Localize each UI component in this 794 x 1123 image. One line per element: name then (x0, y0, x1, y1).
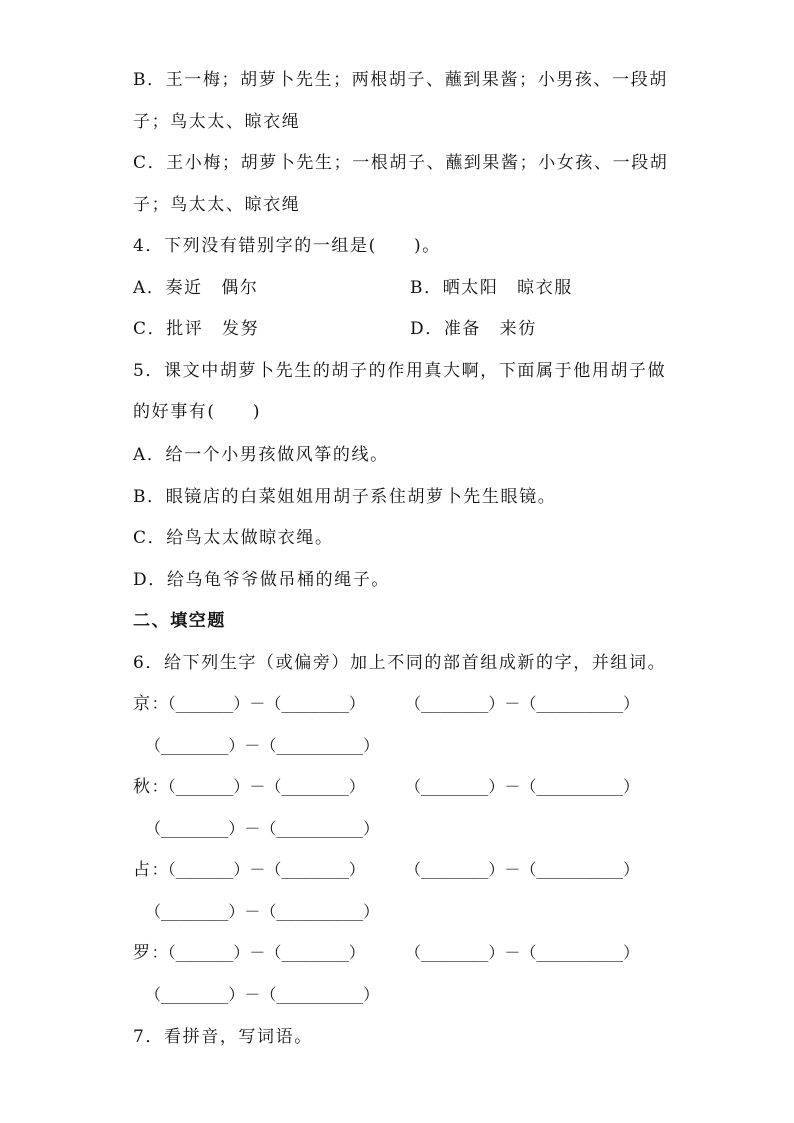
q5-option-b: B．眼镜店的白菜姐姐用胡子系住胡萝卜先生眼镜。 (133, 487, 557, 507)
q5-option-c: C．给鸟太太做晾衣绳。 (133, 528, 334, 548)
q6-blank-pair[interactable]: （_______）－（_________） (405, 943, 640, 962)
q6-char-jing: 京 (133, 694, 152, 714)
q6-blank-pair[interactable]: （_______）－（_________） (145, 985, 380, 1004)
q6-row-luo (133, 941, 640, 965)
q4-options-row2 (133, 317, 733, 341)
q5-option-d: D．给乌龟爷爷做吊桶的绳子。 (133, 570, 391, 590)
q4-option-d: D．准备 来彷 (410, 319, 537, 339)
q6-row-qiu (133, 775, 640, 799)
q6-blank-pair[interactable]: （_______）－（_________） (145, 902, 380, 921)
q3-option-b-line1: B．王一梅；胡萝卜先生；两根胡子、蘸到果酱；小男孩、一段胡 (133, 70, 668, 90)
q6-row-jing (133, 692, 640, 716)
q4-option-b: B．晒太阳 晾衣服 (410, 278, 573, 298)
q6-char-luo: 罗 (133, 943, 152, 963)
q5-stem-line2: 的好事有( ) (133, 402, 262, 422)
q6-blank-pair[interactable]: （_______）－（_________） (405, 860, 640, 879)
q6-blank-pair[interactable]: （_______）－（_________） (405, 694, 640, 713)
q4-options-row1 (133, 276, 733, 300)
q6-blank-pair[interactable]: （_______）－（_________） (405, 777, 640, 796)
q5-option-a: A．给一个小男孩做风筝的线。 (133, 445, 389, 465)
q4-stem: 4．下列没有错别字的一组是( )。 (133, 236, 441, 256)
q4-option-a: A．奏近 偶尔 (133, 278, 259, 298)
q6-char-zhan: 占 (133, 860, 152, 880)
q6-char-qiu: 秋 (133, 777, 152, 797)
section-title-fill-blank: 二、填空题 (133, 611, 226, 631)
q5-stem-line1: 5．课文中胡萝卜先生的胡子的作用真大啊，下面属于他用胡子做 (133, 361, 667, 381)
q6-blank-pair[interactable]: ：（______）－（_______） (151, 943, 365, 962)
q4-option-c: C．批评 发努 (133, 319, 260, 339)
q6-blank-pair[interactable]: ：（______）－（_______） (151, 694, 365, 713)
q3-option-c-line1: C．王小梅；胡萝卜先生；一根胡子、蘸到果酱；小女孩、一段胡 (133, 153, 669, 173)
q6-blank-pair[interactable]: ：（______）－（_______） (151, 777, 365, 796)
q6-blank-pair[interactable]: ：（______）－（_______） (151, 860, 365, 879)
q6-blank-pair[interactable]: （_______）－（_________） (145, 736, 380, 755)
q6-blank-pair[interactable]: （_______）－（_________） (145, 819, 380, 838)
q6-stem: 6．给下列生字（或偏旁）加上不同的部首组成新的字，并组词。 (133, 653, 667, 673)
q3-option-b-line2: 子；鸟太太、晾衣绳 (133, 112, 301, 132)
q3-option-c-line2: 子；鸟太太、晾衣绳 (133, 195, 301, 215)
q7-stem: 7．看拼音，写词语。 (133, 1027, 313, 1047)
q6-row-zhan (133, 858, 640, 882)
